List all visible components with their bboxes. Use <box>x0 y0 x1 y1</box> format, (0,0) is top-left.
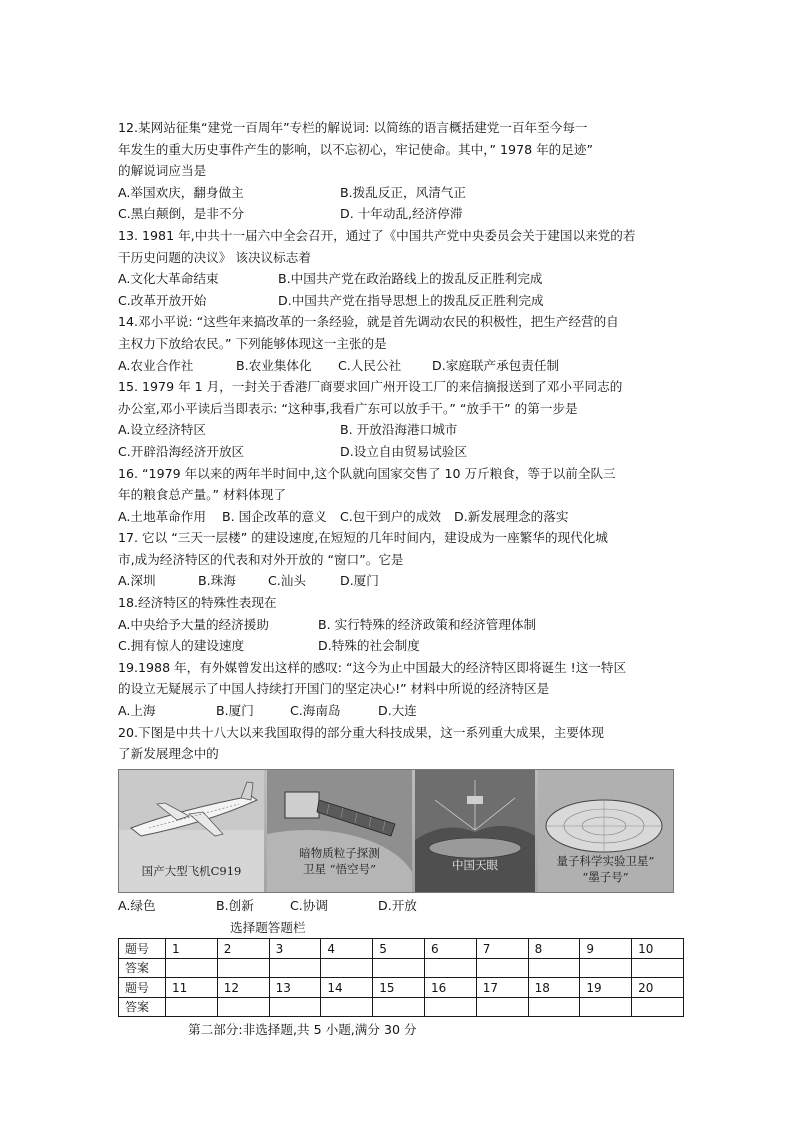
answer-cell[interactable] <box>217 958 269 978</box>
option-b[interactable]: B.厦门 <box>216 703 254 719</box>
question-number-cell: 14 <box>321 978 373 998</box>
question-stem-line: 的设立无疑展示了中国人持续打开国门的坚定决心!” 材料中所说的经济特区是 <box>118 681 550 697</box>
caption-c919: 国产大型飞机C919 <box>141 863 242 878</box>
answer-cell[interactable] <box>321 997 373 1017</box>
caption-mozi-line2: “墨子号” <box>582 869 629 884</box>
question-stem-line: 市,成为经济特区的代表和对外开放的 “窗口”。它是 <box>118 551 404 567</box>
question-stem-line: 14.邓小平说: “这些年来搞改革的一条经验，就是首先调动农民的积极性，把生产经营的自 <box>118 314 619 330</box>
question-17 <box>118 527 684 592</box>
answer-cell[interactable] <box>632 997 684 1017</box>
question-stem-line: 主权力下放给农民。” 下列能够体现这一主张的是 <box>118 335 387 351</box>
option-a[interactable]: A.绿色 <box>118 897 156 913</box>
option-d[interactable]: D.设立自由贸易试验区 <box>340 443 468 459</box>
answer-table <box>118 938 684 1017</box>
question-number-cell: 13 <box>269 978 321 998</box>
answer-cell[interactable] <box>424 958 476 978</box>
option-row <box>118 895 684 917</box>
question-number-cell: 15 <box>373 978 425 998</box>
question-number-cell: 5 <box>373 939 425 959</box>
question-16 <box>118 463 684 528</box>
answer-cell[interactable] <box>166 958 218 978</box>
option-d[interactable]: D.中国共产党在指导思想上的拨乱反正胜利完成 <box>278 292 544 308</box>
answer-cell[interactable] <box>528 958 580 978</box>
option-row <box>118 290 684 312</box>
fast-telescope-photo <box>415 770 535 892</box>
tech-achievements-figure <box>118 769 674 893</box>
question-number-cell: 11 <box>166 978 218 998</box>
option-c[interactable]: C.海南岛 <box>290 703 341 719</box>
answer-cell[interactable] <box>217 997 269 1017</box>
option-c[interactable]: C.人民公社 <box>338 357 402 373</box>
question-number-cell: 1 <box>166 939 218 959</box>
wukong-satellite-photo <box>267 770 412 892</box>
answer-cell[interactable] <box>476 958 528 978</box>
option-row <box>118 614 684 636</box>
option-a[interactable]: A.上海 <box>118 703 156 719</box>
question-20 <box>118 722 684 917</box>
caption-fast: 中国天眼 <box>452 857 498 872</box>
radio-telescope-icon <box>415 770 535 892</box>
answer-cell[interactable] <box>476 997 528 1017</box>
question-number-cell: 16 <box>424 978 476 998</box>
option-row <box>118 268 684 290</box>
option-row <box>118 355 684 377</box>
question-stem-line: 18.经济特区的特殊性表现在 <box>118 595 277 611</box>
option-d[interactable]: D. 十年动乱,经济停滞 <box>340 206 463 222</box>
option-b[interactable]: B.创新 <box>216 897 254 913</box>
option-a[interactable]: A.土地革命作用 <box>118 508 206 524</box>
exam-page <box>118 117 684 1040</box>
c919-aircraft-photo <box>119 770 264 892</box>
row-label-answer: 答案 <box>119 958 166 978</box>
option-b[interactable]: B.农业集体化 <box>236 357 312 373</box>
option-b[interactable]: B. 实行特殊的经济政策和经济管理体制 <box>318 616 537 632</box>
option-a[interactable]: A.设立经济特区 <box>118 422 206 438</box>
option-row <box>118 203 684 225</box>
question-number-cell: 10 <box>632 939 684 959</box>
answer-cell[interactable] <box>373 958 425 978</box>
question-stem-line: 16. “1979 年以来的两年半时间中,这个队就向国家交售了 10 万斤粮食，等于以前全队三 <box>118 465 616 481</box>
answer-cell[interactable] <box>269 997 321 1017</box>
option-b[interactable]: B.中国共产党在政治路线上的拨乱反正胜利完成 <box>278 271 543 287</box>
question-number-cell: 3 <box>269 939 321 959</box>
option-d[interactable]: D.开放 <box>378 897 417 913</box>
question-12 <box>118 117 684 225</box>
table-row <box>119 997 684 1017</box>
option-row <box>118 441 684 463</box>
question-stem-line: 17. 它以 “三天一层楼” 的建设速度,在短短的几年时间内，建设成为一座繁华的现代化城 <box>118 530 608 546</box>
option-b[interactable]: B. 开放沿海港口城市 <box>340 422 458 438</box>
answer-cell[interactable] <box>321 958 373 978</box>
option-a[interactable]: A.中央给予大量的经济援助 <box>118 616 269 632</box>
question-stem-line: 15. 1979 年 1 月，一封关于香港厂商要求回广州开设工厂的来信摘报送到了邓小平同志的 <box>118 379 623 395</box>
question-stem-line: 年的粮食总产量。” 材料体现了 <box>118 487 286 503</box>
section-two-heading: 第二部分:非选择题,共 5 小题,满分 30 分 <box>188 1022 417 1038</box>
option-b[interactable]: B. 国企改革的意义 <box>222 508 327 524</box>
row-label-number: 题号 <box>119 978 166 998</box>
option-b[interactable]: B.珠海 <box>198 573 236 589</box>
option-row <box>118 700 684 722</box>
mozi-satellite-photo <box>538 770 673 892</box>
row-label-number: 题号 <box>119 939 166 959</box>
option-a[interactable]: A.文化大革命结束 <box>118 271 219 287</box>
option-c[interactable]: C.包干到户的成效 <box>340 508 441 524</box>
question-number-cell: 6 <box>424 939 476 959</box>
option-d[interactable]: D.家庭联产承包责任制 <box>432 357 560 373</box>
table-row <box>119 978 684 998</box>
answer-cell[interactable] <box>632 958 684 978</box>
question-18 <box>118 592 684 657</box>
question-stem-line: 年发生的重大历史事件产生的影响，以不忘初心，牢记使命。其中，” 1978 年的足迹” <box>118 141 593 157</box>
question-number-cell: 17 <box>476 978 528 998</box>
question-stem-line: 干历史问题的决议》 该决议标志着 <box>118 249 311 265</box>
question-number-cell: 19 <box>580 978 632 998</box>
question-13 <box>118 225 684 311</box>
question-number-cell: 18 <box>528 978 580 998</box>
row-label-answer: 答案 <box>119 997 166 1017</box>
option-d[interactable]: D.大连 <box>378 703 417 719</box>
option-c[interactable]: C.拥有惊人的建设速度 <box>118 638 245 654</box>
caption-wukong-line2: 卫星 “悟空号” <box>303 861 376 876</box>
answer-table-title: 选择题答题栏 <box>230 920 306 936</box>
option-row <box>118 182 684 204</box>
answer-cell[interactable] <box>580 997 632 1017</box>
question-19 <box>118 657 684 722</box>
caption-mozi-line1: 量子科学实验卫星” <box>556 853 655 868</box>
option-row <box>118 506 684 528</box>
question-stem-line: 20.下图是中共十八大以来我国取得的部分重大科技成果，这一系列重大成果，主要体现 <box>118 724 604 740</box>
option-c[interactable]: C.改革开放开始 <box>118 292 207 308</box>
answer-cell[interactable] <box>373 997 425 1017</box>
option-d[interactable]: D.厦门 <box>340 573 379 589</box>
option-d[interactable]: D.特殊的社会制度 <box>318 638 420 654</box>
answer-cell[interactable] <box>528 997 580 1017</box>
answer-cell[interactable] <box>269 958 321 978</box>
table-row <box>119 939 684 959</box>
option-b[interactable]: B.拨乱反正，风清气正 <box>340 184 466 200</box>
option-c[interactable]: C.协调 <box>290 897 328 913</box>
question-number-cell: 2 <box>217 939 269 959</box>
option-a[interactable]: A.深圳 <box>118 573 156 589</box>
question-number-cell: 12 <box>217 978 269 998</box>
question-stem-line: 了新发展理念中的 <box>118 746 219 762</box>
question-stem-line: 的解说词应当是 <box>118 163 207 179</box>
question-number-cell: 4 <box>321 939 373 959</box>
question-number-cell: 20 <box>632 978 684 998</box>
option-c[interactable]: C.黑白颠倒，是非不分 <box>118 206 245 222</box>
answer-cell[interactable] <box>580 958 632 978</box>
question-stem-line: 19.1988 年，有外媒曾发出这样的感叹: “这今为止中国最大的经济特区即将诞生 !这一特区 <box>118 659 627 675</box>
option-a[interactable]: A.举国欢庆，翻身做主 <box>118 184 244 200</box>
question-15 <box>118 376 684 462</box>
question-stem-line: 办公室,邓小平读后当即表示: “这种事,我看广东可以放手干。” “放手干” 的第一步是 <box>118 400 578 416</box>
caption-wukong-line1: 暗物质粒子探测 <box>299 845 380 860</box>
option-a[interactable]: A.农业合作社 <box>118 357 194 373</box>
option-c[interactable]: C.汕头 <box>268 573 306 589</box>
question-number-cell: 9 <box>580 939 632 959</box>
option-row <box>118 570 684 592</box>
option-row <box>118 419 684 441</box>
option-c[interactable]: C.开辟沿海经济开放区 <box>118 443 245 459</box>
answer-cell[interactable] <box>424 997 476 1017</box>
option-row <box>118 635 684 657</box>
question-number-cell: 8 <box>528 939 580 959</box>
table-row <box>119 958 684 978</box>
question-number-cell: 7 <box>476 939 528 959</box>
question-14 <box>118 311 684 376</box>
question-stem-line: 13. 1981 年,中共十一届六中全会召开，通过了《中国共产党中央委员会关于建国以来党的若 <box>118 227 636 243</box>
option-d[interactable]: D.新发展理念的落实 <box>454 508 569 524</box>
answer-cell[interactable] <box>166 997 218 1017</box>
question-stem-line: 12.某网站征集“建党一百周年”专栏的解说词: 以简练的语言概括建党一百年至今每一 <box>118 120 588 135</box>
